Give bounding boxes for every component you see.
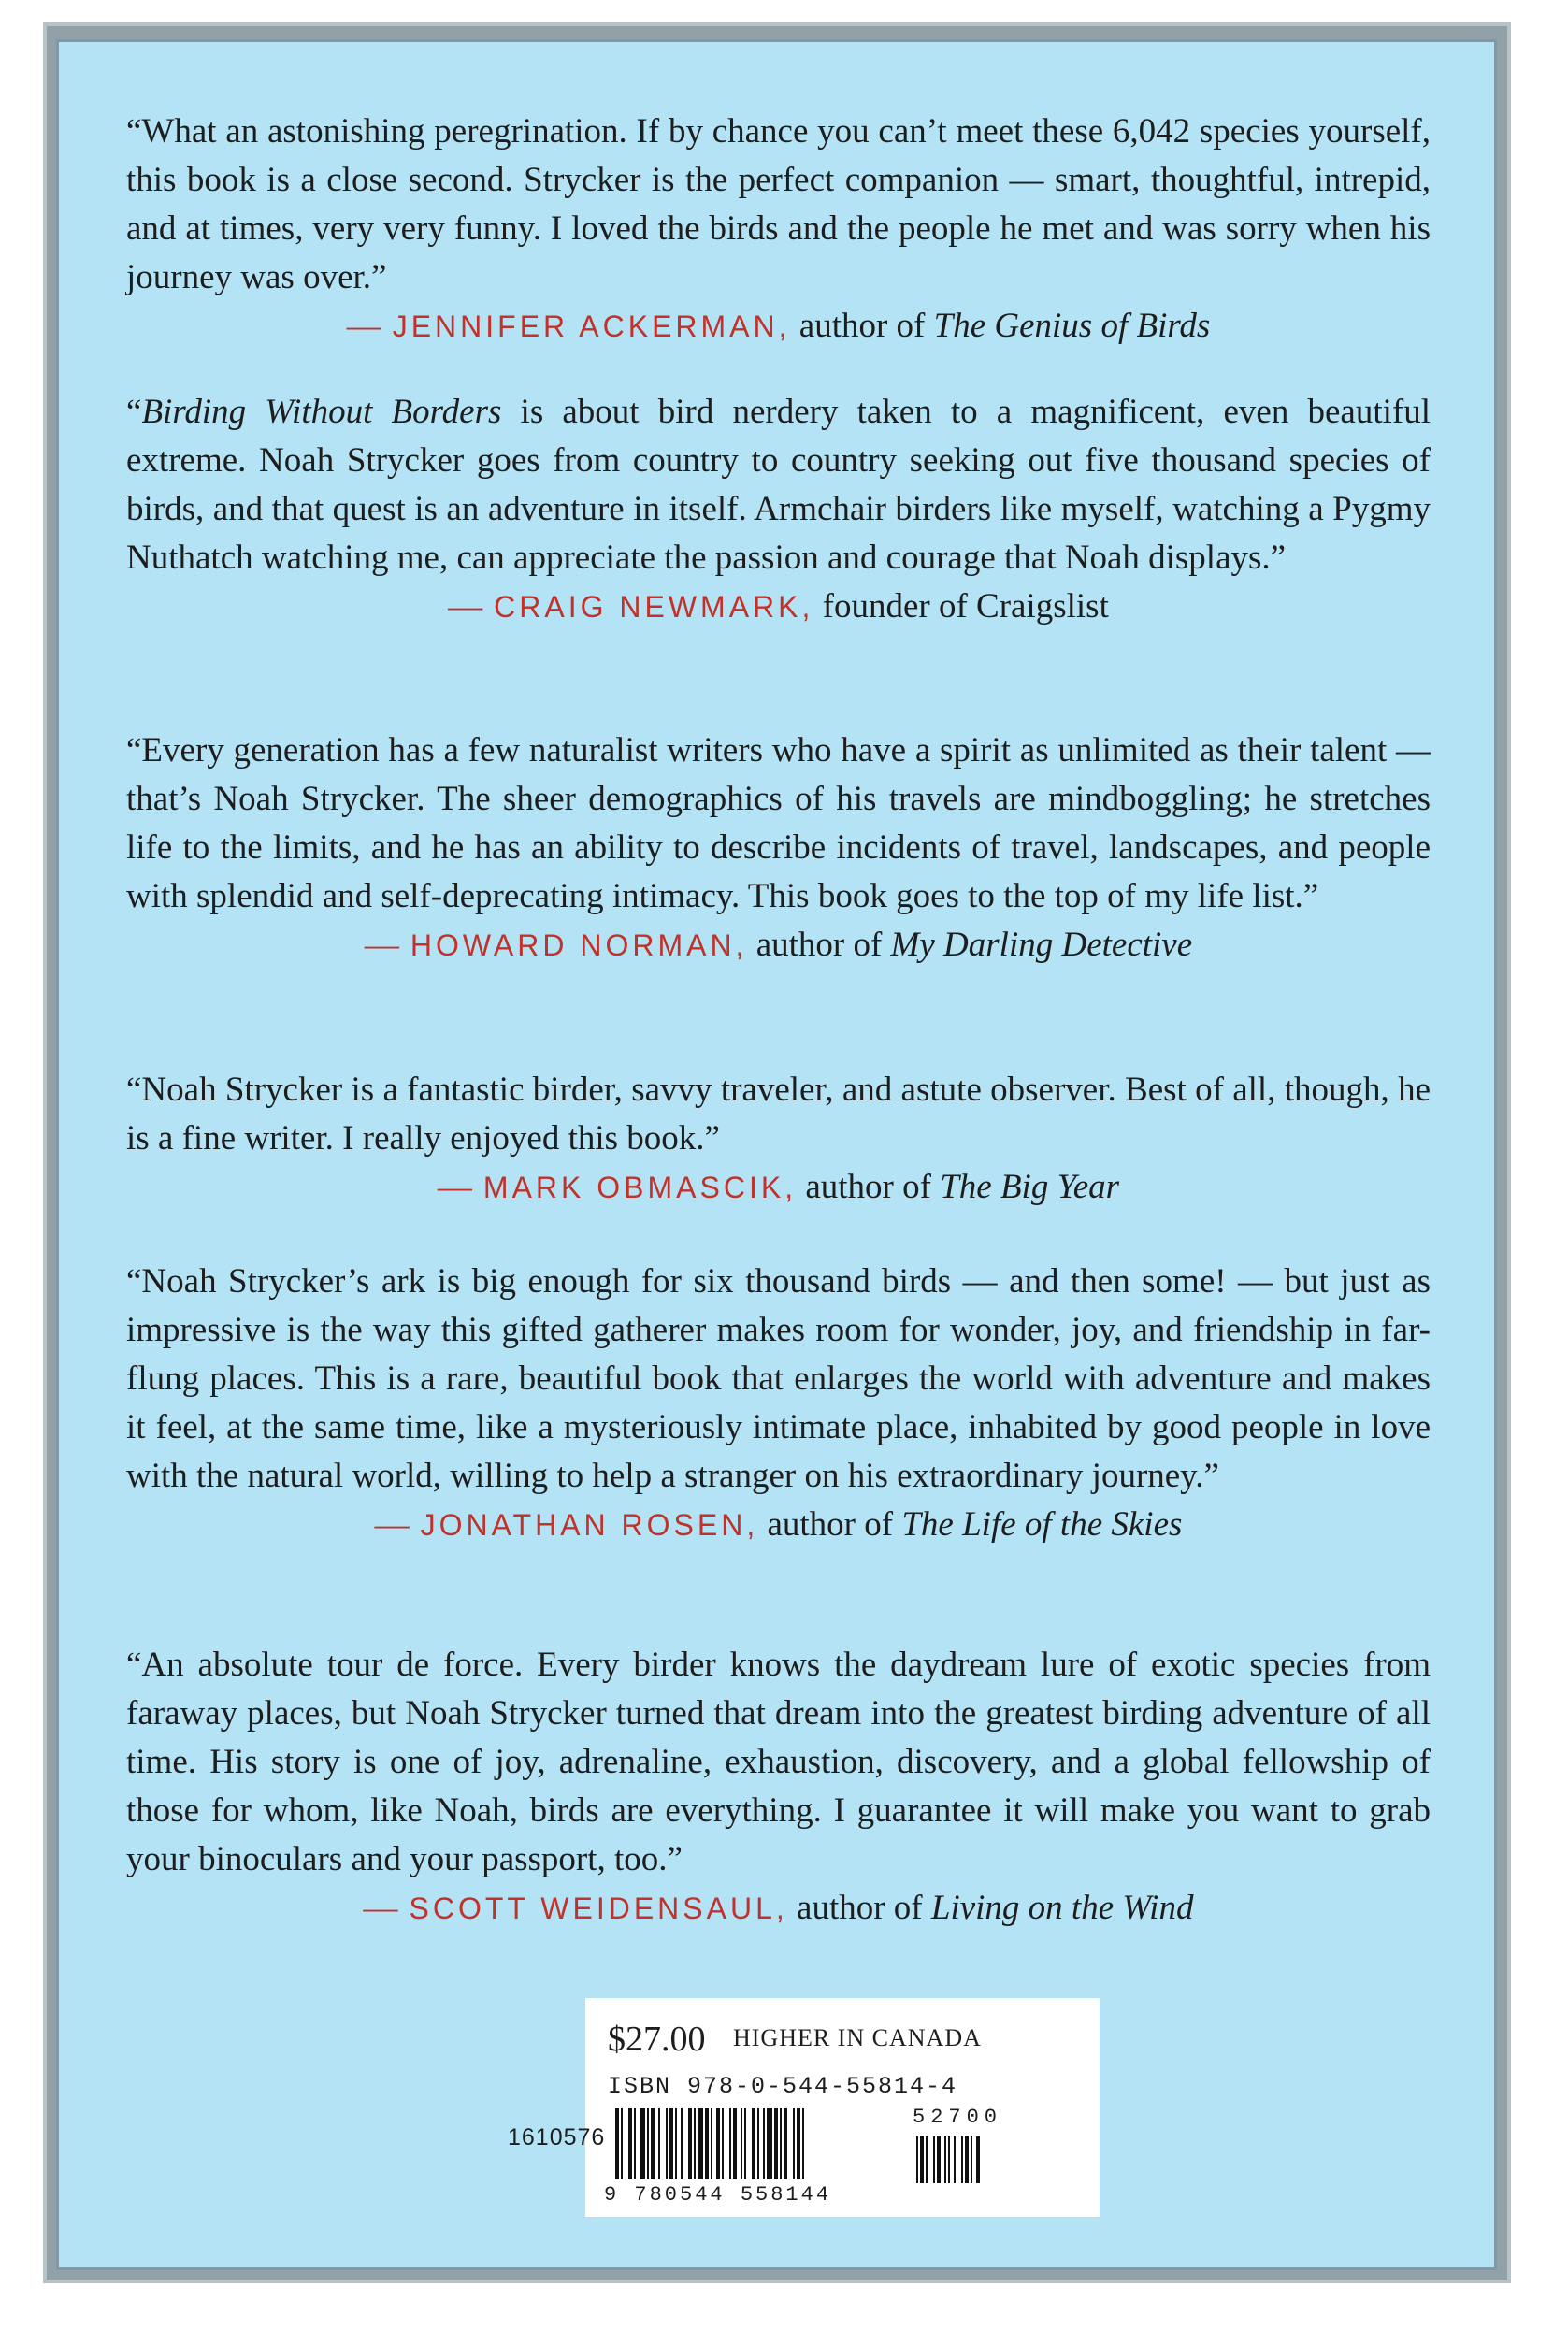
author-book: The Genius of Birds [933, 307, 1211, 345]
book-title: Birding Without Borders [141, 393, 502, 431]
attribution-dash: — [448, 587, 483, 626]
blurb-quote: “Noah Strycker is a fantastic birder, savvy traveler, and astute observer. Best of all, though, he is a fine writer. I really enjoyed this book.” [126, 1071, 1431, 1158]
barcode-bar [647, 2108, 649, 2179]
addon-bar [916, 2136, 918, 2183]
blurb-quote: “What an astonishing peregrination. If by chance you can’t meet these 6,042 species yourself, this book is a close second. Strycker is the perfect companion — smart, thoughtful, intrepid, and at times, very very funny. I loved the birds and the people he met and was sorry when his journey was over.” [126, 112, 1431, 296]
barcode-bars [608, 2108, 1075, 2183]
blurb-norman [126, 726, 1431, 970]
barcode-bar [767, 2108, 772, 2179]
addon-bar [976, 2136, 980, 2183]
author-book: My Darling Detective [890, 926, 1193, 964]
barcode-bar [681, 2108, 683, 2179]
quote-open: “ [126, 393, 142, 431]
barcode-bar [744, 2108, 746, 2179]
isbn: ISBN 978-0-544-55814-4 [608, 2073, 958, 2100]
author-role: author of [755, 926, 883, 964]
barcode-bar [733, 2108, 737, 2179]
barcode-bar [752, 2108, 755, 2179]
blurb-quote: “An absolute tour de force. Every birder knows the daydream lure of exotic species from faraway places, but Noah Strycker turned that dream into the greatest birding adventure of all time. His story is one of joy, adrenaline, exhaustion, discovery, and a global fellowship of those for whom, like Noah, birds are everything. I guarantee it will make you want to grab your binoculars and your passport, too.” [126, 1646, 1431, 1878]
barcode-bar [802, 2108, 804, 2179]
barcode-bar [615, 2108, 619, 2179]
barcode-bar [698, 2108, 703, 2179]
barcode-bar [669, 2108, 673, 2179]
barcode-bar [797, 2108, 800, 2179]
attribution-dash: — [437, 1168, 472, 1206]
barcode-digits: 9 780544 558144 [604, 2183, 832, 2207]
barcode-bar [651, 2108, 655, 2179]
blurb-ackerman [126, 108, 1431, 351]
addon-bar [933, 2136, 935, 2183]
author-name: JONATHAN ROSEN, [420, 1508, 759, 1542]
addon-bar [948, 2136, 950, 2183]
author-name: HOWARD NORMAN, [410, 928, 748, 962]
blurb-newmark [126, 388, 1431, 631]
barcode-bar [640, 2108, 645, 2179]
addon-digits: 52700 [913, 2106, 1003, 2129]
addon-bar [971, 2136, 972, 2183]
blurb-attribution [126, 1501, 1431, 1549]
quote-body: is about bird nerdery taken to a magnificent, even beautiful extreme. Noah Strycker goes from country to country seeking out five thousand species of birds, and that quest is an adventure in itself. Armchair birders like myself, watching a Pygmy Nuthatch watching me, can appreciate the passion and courage that Noah displays.” [126, 393, 1431, 577]
barcode-bar [675, 2108, 677, 2179]
barcode-bar [763, 2108, 765, 2179]
barcode-bar [705, 2108, 709, 2179]
blurb-quote: “Noah Strycker’s ark is big enough for six thousand birds — and then some! — but just as impressive is the way this gifted gatherer makes room for wonder, joy, and friendship in far-flung places. This is a rare, beautiful book that enlarges the world with adventure and makes it feel, at the same time, like a mysteriously intimate place, inhabited by good people in love with the natural world, willing to help a stranger on his extraordinary journey.” [126, 1262, 1431, 1495]
author-name: SCOTT WEIDENSAUL, [409, 1891, 788, 1925]
addon-bar [937, 2136, 941, 2183]
attribution-dash: — [374, 1505, 410, 1544]
blurb-obmascik [126, 1066, 1431, 1212]
addon-bar [944, 2136, 946, 2183]
barcode-bar [634, 2108, 636, 2179]
barcode-bar [722, 2108, 724, 2179]
author-book: Living on the Wind [930, 1889, 1194, 1927]
attribution-dash: — [363, 1889, 398, 1927]
addon-bar [920, 2136, 924, 2183]
author-role: author of [797, 1889, 923, 1927]
author-name: JENNIFER ACKERMAN, [392, 309, 791, 343]
barcode-bar [784, 2108, 787, 2179]
barcode-bar [741, 2108, 742, 2179]
blurb-attribution [126, 1884, 1431, 1933]
attribution-dash: — [346, 307, 381, 345]
author-name: MARK OBMASCIK, [482, 1171, 798, 1204]
attribution-dash: — [364, 926, 399, 964]
barcode-bar [793, 2108, 795, 2179]
blurb-quote [126, 388, 1431, 582]
barcode-bar [729, 2108, 731, 2179]
author-book: The Life of the Skies [901, 1505, 1183, 1544]
blurb-weidensaul [126, 1641, 1431, 1933]
addon-bar [961, 2136, 963, 2183]
barcode-bar [757, 2108, 759, 2179]
barcode-bar [666, 2108, 668, 2179]
canada-price-note: HIGHER IN CANADA [733, 2024, 982, 2051]
blurb-quote: “Every generation has a few naturalist writers who have a spirit as unlimited as their talent — that’s Noah Strycker. The sheer demographics of his travels are mindboggling; he stretches life to the limits, and he has an ability to describe incidents of travel, landscapes, and people with splendid and self-deprecating intimacy. This book goes to the top of my life list.” [126, 731, 1431, 915]
barcode-bar [780, 2108, 782, 2179]
addon-bar [926, 2136, 928, 2183]
author-role: author of [767, 1505, 894, 1544]
barcode-bar [711, 2108, 712, 2179]
barcode-bar [658, 2108, 660, 2179]
author-role: author of [805, 1168, 931, 1206]
addon-bar [965, 2136, 969, 2183]
barcode-label [585, 1998, 1100, 2217]
blurb-attribution [126, 302, 1431, 351]
price: $27.00 [608, 2020, 706, 2059]
barcode-bar [628, 2108, 632, 2179]
author-role: author of [798, 307, 926, 345]
barcode-bar [621, 2108, 623, 2179]
blurb-attribution [126, 582, 1431, 631]
blurb-attribution [126, 1163, 1431, 1212]
barcode-bar [716, 2108, 720, 2179]
barcode-bar [694, 2108, 696, 2179]
catalog-code: 1610576 [508, 2124, 606, 2150]
blurb-rosen [126, 1258, 1431, 1549]
blurb-attribution [126, 921, 1431, 970]
author-name: CRAIG NEWMARK, [494, 590, 814, 624]
author-book: The Big Year [940, 1168, 1120, 1206]
barcode-bar [688, 2108, 692, 2179]
back-cover-panel [56, 39, 1497, 2270]
author-role: founder of Craigslist [822, 587, 1109, 626]
barcode-bar [774, 2108, 778, 2179]
addon-bar [954, 2136, 956, 2183]
